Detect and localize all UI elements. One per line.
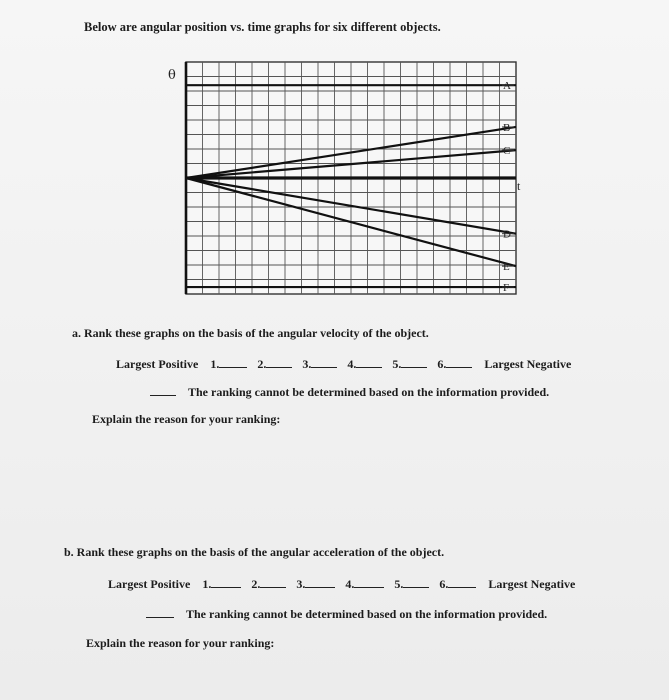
part-b-largest-positive-label: Largest Positive [108, 577, 191, 591]
part-a-question: a. Rank these graphs on the basis of the angular velocity of the object. [72, 326, 429, 340]
part-a-rank-4-label: 4. [347, 357, 357, 371]
part-b-rank-2-label: 2. [251, 577, 261, 591]
theta-axis-label: θ [168, 68, 176, 83]
part-a-rank-2-blank[interactable] [266, 356, 292, 368]
part-b-rank-5-label: 5. [394, 577, 404, 591]
part-a-rank-5-label: 5. [392, 357, 402, 371]
part-a-rank-3-label: 3. [302, 357, 312, 371]
part-a-rank-4-blank[interactable] [356, 356, 382, 368]
part-b-largest-negative-label: Largest Negative [488, 577, 576, 591]
part-a-ranking-row [116, 356, 571, 372]
part-b-rank-4-label: 4. [345, 577, 355, 591]
part-b-rank-5-blank[interactable] [403, 576, 429, 588]
part-b-cannot-determine-row [146, 606, 547, 622]
part-b-rank-6-blank[interactable] [448, 576, 476, 588]
series-label-b: B [503, 121, 511, 134]
part-a-largest-negative-label: Largest Negative [484, 357, 572, 371]
series-label-c: C [503, 145, 511, 158]
part-a-rank-2-label: 2. [257, 357, 267, 371]
series-label-e: E [503, 261, 510, 274]
intro-text: Below are angular position vs. time graphs for six different objects. [84, 20, 441, 34]
part-b-explain-label: Explain the reason for your ranking: [86, 636, 275, 650]
part-a-explain-label: Explain the reason for your ranking: [92, 412, 281, 426]
part-a-rank-6-label: 6. [437, 357, 447, 371]
part-b-rank-3-blank[interactable] [305, 576, 335, 588]
part-b-rank-6-label: 6. [439, 577, 449, 591]
part-b-rank-1-label: 1. [202, 577, 212, 591]
part-b-cannot-determine-text: The ranking cannot be determined based on the information provided. [186, 607, 548, 621]
part-a-cannot-determine-row [150, 384, 549, 400]
part-b-rank-1-blank[interactable] [211, 576, 241, 588]
part-b-rank-3-label: 3. [296, 577, 306, 591]
part-a-rank-6-blank[interactable] [446, 356, 472, 368]
part-b-ranking-row [108, 576, 575, 592]
part-b-rank-2-blank[interactable] [260, 576, 286, 588]
part-a-cannot-determine-text: The ranking cannot be determined based on the information provided. [188, 385, 550, 399]
part-b-rank-4-blank[interactable] [354, 576, 384, 588]
series-label-d: D [503, 228, 511, 241]
part-a-rank-3-blank[interactable] [311, 356, 337, 368]
series-label-a: A [503, 80, 511, 93]
part-a-largest-positive-label: Largest Positive [116, 357, 199, 371]
time-axis-label: t [517, 179, 521, 193]
part-a-rank-1-blank[interactable] [219, 356, 247, 368]
part-b-cannot-determine-blank[interactable] [146, 606, 174, 618]
part-a-cannot-determine-blank[interactable] [150, 384, 176, 396]
part-a-rank-1-label: 1. [210, 357, 220, 371]
part-a-rank-5-blank[interactable] [401, 356, 427, 368]
series-label-f: F [503, 282, 510, 295]
part-b-question: b. Rank these graphs on the basis of the angular acceleration of the object. [64, 545, 445, 559]
